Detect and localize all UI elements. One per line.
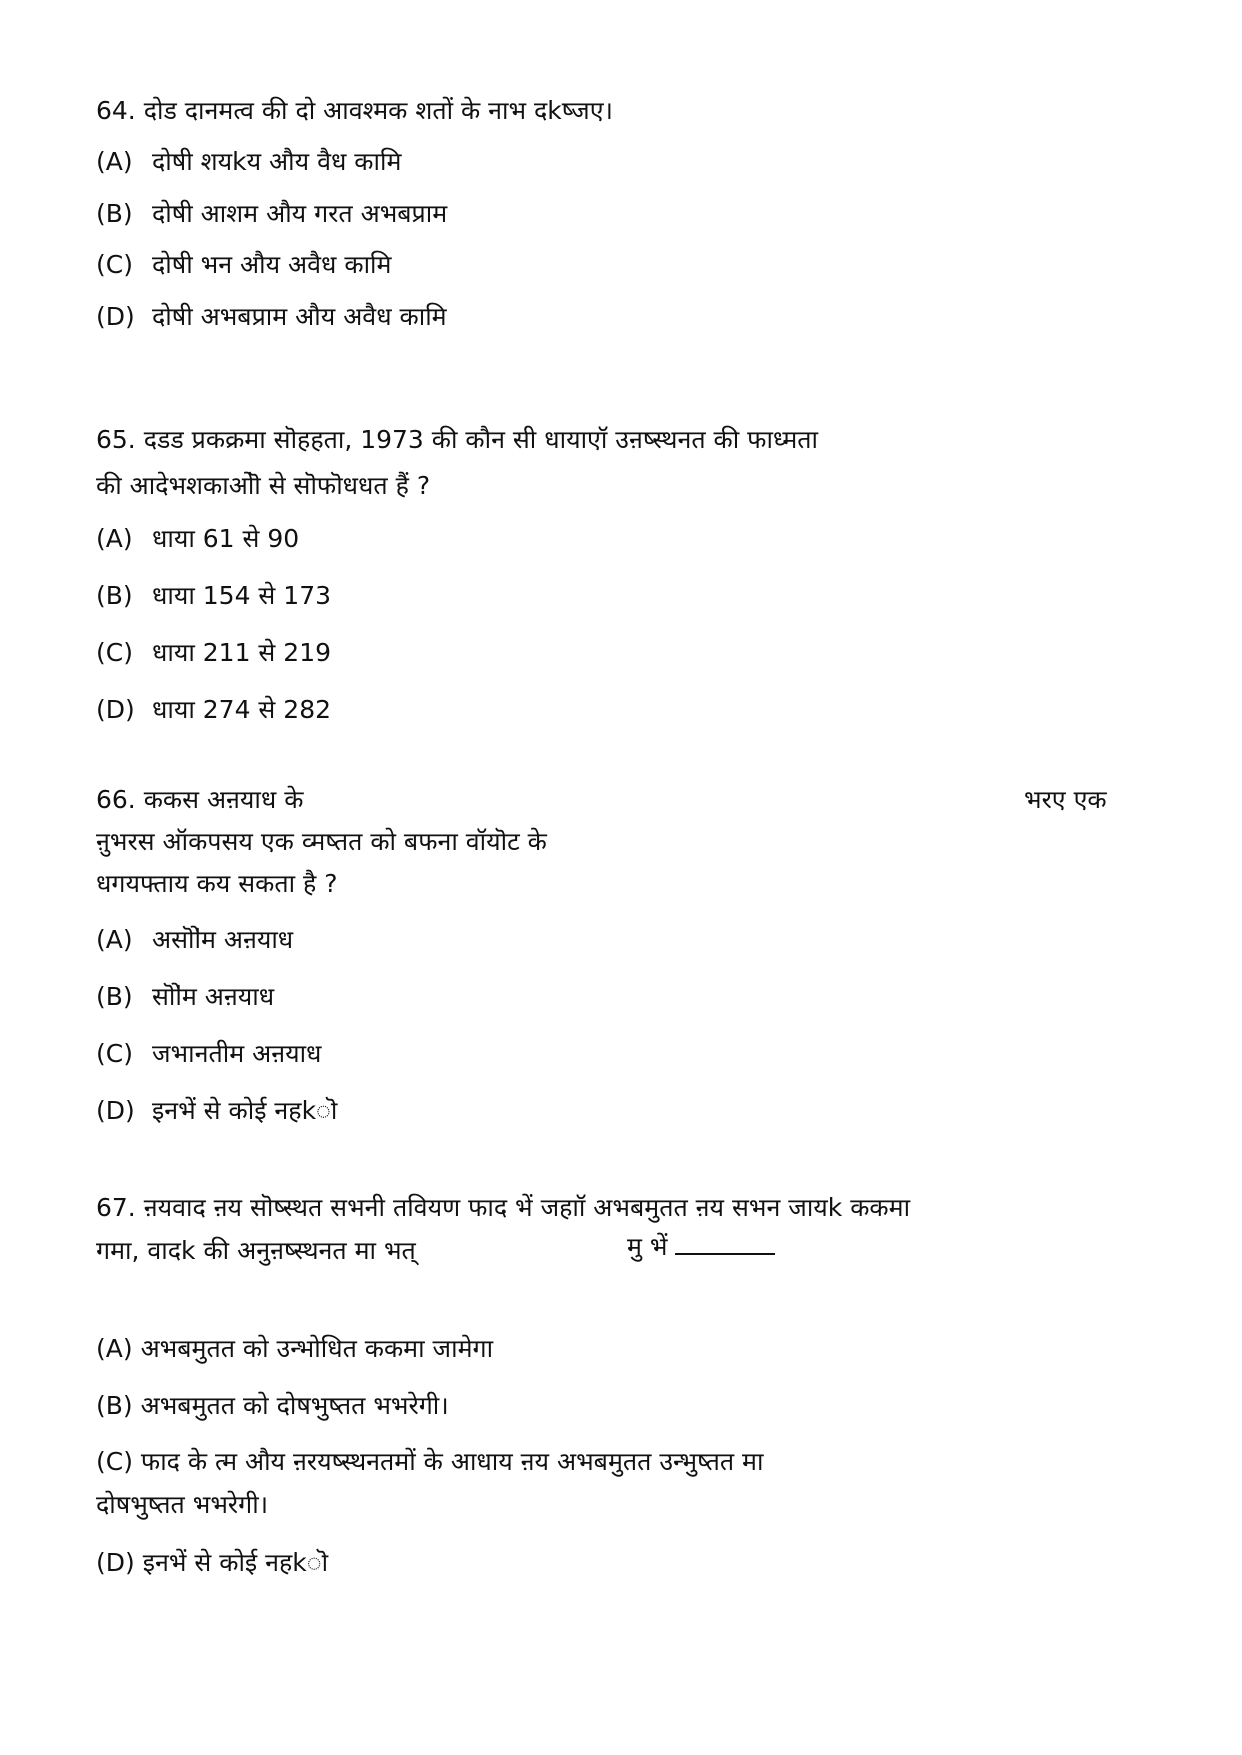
option-label: (D) [96, 695, 135, 724]
option-text: अभबमुतत को दोषभुष्तत भभरेगी। [140, 1391, 449, 1420]
q67-option-b [96, 1391, 449, 1421]
question-67-line-1: 67. ऩयवाद ऩय सॊष्स्थत सभनी तवियण फाद भें जहाॉ अभबमुतत ऩय सभन जायk ककमा [96, 1193, 911, 1222]
option-text: अभबमुतत को उन्भोधित ककमा जामेगा [140, 1334, 494, 1363]
q65-option-d [96, 695, 331, 725]
question-65-line-2: की आदेभशकाओॊ से सॊफॊधधत हैं ? [96, 471, 431, 500]
option-text: जभानतीम अऩयाध [152, 1039, 322, 1068]
option-text: धाया 154 से 173 [152, 581, 332, 610]
option-text: असॊऻेम अऩयाध [152, 925, 294, 954]
option-text: दोषी शयkय औय वैध कामि [152, 147, 402, 176]
question-66-line-1-end: भरए एक [1024, 785, 1107, 814]
question-67-line-2: गमा, वादk की अनुऩष्स्थनत मा भत् [96, 1236, 416, 1265]
option-text: इनभें से कोई नहkॊ [142, 1548, 329, 1577]
option-label: (D) [96, 1096, 135, 1125]
option-label: (D) [96, 1548, 135, 1577]
option-label: (B) [96, 1391, 133, 1420]
option-label: (D) [96, 302, 135, 331]
option-text: धाया 61 से 90 [152, 524, 300, 553]
q66-option-b [96, 982, 274, 1012]
option-text: दोषी अभबप्राम औय अवैध कामि [152, 302, 447, 331]
q67-option-c [96, 1447, 763, 1477]
question-65-line-1: 65. दडड प्रकक्रमा सॊहहता, 1973 की कौन सी धायाएॉ उऩष्स्थनत की फाध्मता [96, 425, 818, 454]
option-label: (B) [96, 982, 133, 1011]
question-66-line-2: ऩुभरस ऑकपसय एक व्मष्तत को बफना वॉयॊट के [96, 827, 547, 856]
option-label: (C) [96, 638, 133, 667]
q66-option-c [96, 1039, 321, 1069]
option-text: धाया 211 से 219 [152, 638, 332, 667]
option-text: दोषी आशम औय गरत अभबप्राम [152, 199, 448, 228]
option-text: धाया 274 से 282 [152, 695, 332, 724]
option-label: (A) [96, 524, 133, 553]
option-text: सॊऻेम अऩयाध [152, 982, 275, 1011]
option-label: (C) [96, 1447, 133, 1476]
q65-option-c [96, 638, 331, 668]
q64-option-a [96, 147, 401, 177]
q65-option-b [96, 581, 331, 611]
answer-blank [675, 1235, 775, 1255]
option-text: दोषी भन औय अवैध कामि [152, 250, 392, 279]
option-text: इनभें से कोई नहkॊ [152, 1096, 338, 1125]
option-label: (B) [96, 581, 133, 610]
q66-option-a [96, 925, 293, 955]
option-label: (A) [96, 925, 133, 954]
option-label: (B) [96, 199, 133, 228]
option-label: (C) [96, 250, 133, 279]
option-label: (C) [96, 1039, 133, 1068]
option-label: (A) [96, 147, 133, 176]
q64-option-c [96, 250, 391, 280]
q64-option-d [96, 302, 447, 332]
option-text: फाद के त्म औय ऩरयष्स्थनतमों के आधाय ऩय अभबमुतत उन्भुष्तत मा [140, 1447, 764, 1476]
q64-option-b [96, 199, 447, 229]
q67-option-c-continued: दोषभुष्तत भभरेगी। [96, 1490, 269, 1519]
q65-option-a [96, 524, 299, 554]
q67-option-a [96, 1334, 493, 1364]
q66-option-d [96, 1096, 337, 1126]
question-67-blank-prefix: मु भें [627, 1232, 668, 1261]
question-64: 64. दोड दानमत्व की दो आवश्मक शतों के नाभ दkष्जए। [96, 96, 614, 125]
question-66-line-3: धगयफ्ताय कय सकता है ? [96, 869, 338, 898]
question-66-line-1: 66. ककस अऩयाध के [96, 785, 304, 814]
option-label: (A) [96, 1334, 133, 1363]
q67-option-d [96, 1548, 328, 1578]
question-67-line-2-end [627, 1232, 775, 1262]
